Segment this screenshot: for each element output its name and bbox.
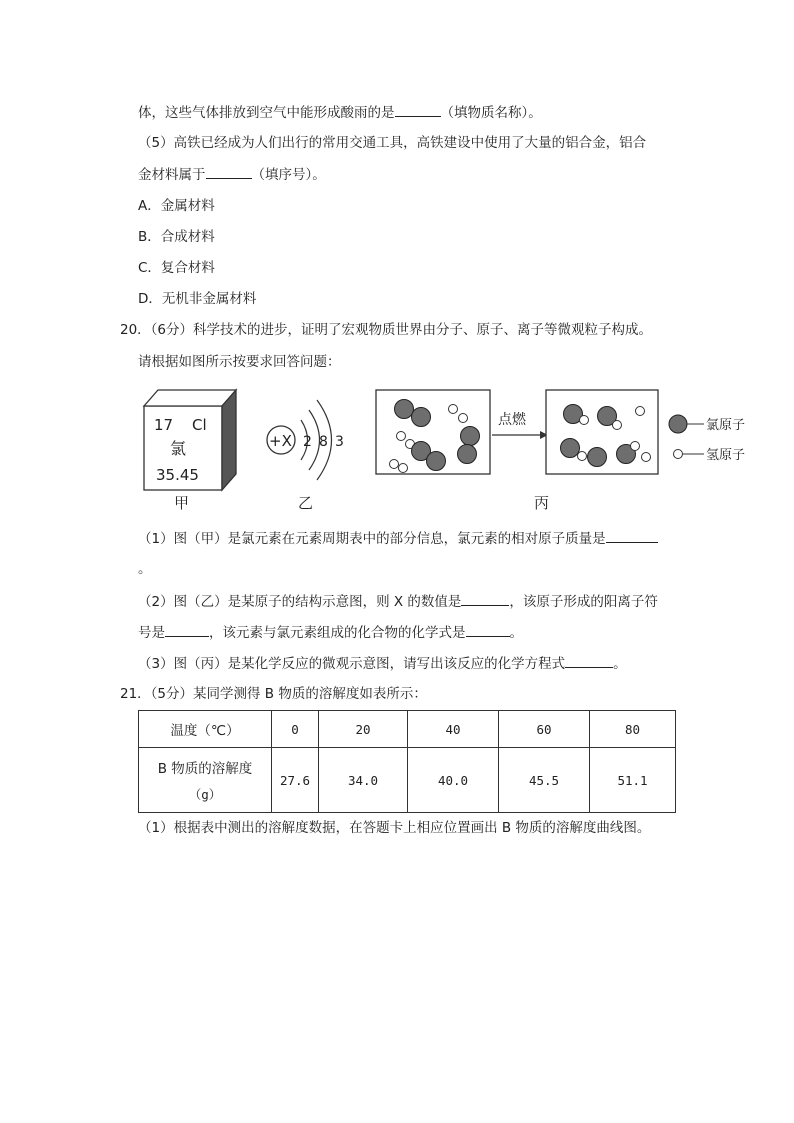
q20-sub1-end: 。 bbox=[138, 561, 152, 577]
q20-figure bbox=[136, 384, 794, 514]
table-temp-cell: 0 bbox=[272, 711, 319, 748]
table-temp-cell: 60 bbox=[499, 711, 590, 748]
hydrogen-atom bbox=[636, 407, 645, 416]
q20-sub2-line1-mid: ，该原子形成的阳离子符 bbox=[509, 594, 658, 610]
hydrogen-atom bbox=[613, 421, 622, 430]
reaction-arrow bbox=[492, 411, 548, 439]
option-a: A．金属材料 bbox=[138, 198, 215, 214]
table-row-label bbox=[139, 748, 272, 813]
products-box bbox=[546, 390, 658, 474]
chlorine-atom bbox=[561, 439, 580, 458]
table-value-cell: 51.1 bbox=[590, 748, 676, 813]
table-value-cell: 34.0 bbox=[319, 748, 408, 813]
answer-blank[interactable] bbox=[165, 622, 209, 637]
chlorine-atom bbox=[412, 408, 431, 427]
element-name: 氯 bbox=[170, 439, 187, 458]
legend-chlorine-label: 氯原子 bbox=[706, 418, 746, 433]
hydrogen-atom bbox=[642, 453, 651, 462]
q20-sub2-line1-text: （2）图（乙）是某原子的结构示意图，则 X 的数值是 bbox=[138, 594, 462, 610]
option-d: D．无机非金属材料 bbox=[138, 291, 257, 307]
legend bbox=[669, 415, 745, 463]
q21-sub1: （1）根据表中测出的溶解度数据，在答题卡上相应位置画出 B 物质的溶解度曲线图。 bbox=[138, 820, 651, 836]
table-value-cell: 40.0 bbox=[408, 748, 499, 813]
hydrogen-atom bbox=[397, 432, 406, 441]
element-number: 17 bbox=[154, 416, 174, 434]
hydrogen-atom bbox=[449, 405, 458, 414]
q19-sub5-line2 bbox=[138, 164, 326, 185]
table-header-label: 温度（℃） bbox=[139, 711, 272, 748]
q20-sub1 bbox=[138, 528, 658, 549]
q20-figure-svg bbox=[136, 384, 794, 514]
hydrogen-atom bbox=[459, 414, 468, 423]
element-symbol: Cl bbox=[192, 416, 207, 434]
q20-sub2-line1 bbox=[138, 591, 658, 612]
hydrogen-atom bbox=[580, 416, 589, 425]
table-temp-cell: 40 bbox=[408, 711, 499, 748]
element-card bbox=[144, 390, 236, 490]
shell-3-electrons: 3 bbox=[335, 434, 344, 450]
hydrogen-atom bbox=[631, 442, 640, 451]
q19-line1 bbox=[138, 102, 542, 123]
shell-2-electrons: 8 bbox=[319, 434, 328, 450]
table-temp-cell: 80 bbox=[590, 711, 676, 748]
figure-label-bing: 丙 bbox=[534, 494, 550, 512]
q20-sub3-text: （3）图（丙）是某化学反应的微观示意图，请写出该反应的化学方程式 bbox=[138, 656, 566, 672]
q21-stem: 21．（5分）某同学测得 B 物质的溶解度如表所示： bbox=[120, 686, 427, 702]
row-label-line2: （g） bbox=[188, 787, 222, 802]
option-b: B．合成材料 bbox=[138, 229, 215, 245]
table-header-row bbox=[139, 711, 676, 748]
shell-1-electrons: 2 bbox=[303, 434, 312, 450]
chlorine-atom bbox=[588, 448, 607, 467]
hydrogen-atom bbox=[578, 452, 587, 461]
answer-blank[interactable] bbox=[206, 164, 252, 179]
chlorine-atom bbox=[427, 452, 446, 471]
legend-hydrogen-icon bbox=[674, 450, 683, 459]
reaction-condition: 点燃 bbox=[498, 412, 526, 428]
solubility-table bbox=[138, 710, 676, 813]
nucleus-charge: +X bbox=[269, 432, 292, 450]
option-c: C．复合材料 bbox=[138, 260, 215, 276]
chlorine-atom bbox=[461, 427, 480, 446]
q19-line1-text: 体，这些气体排放到空气中能形成酸雨的是 bbox=[138, 105, 395, 121]
q19-sub5-line1: （5）高铁已经成为人们出行的常用交通工具，高铁建设中使用了大量的铝合金，铝合 bbox=[138, 135, 647, 151]
q19-line1-suffix: （填物质名称）。 bbox=[440, 105, 542, 121]
q20-sub2-line2 bbox=[138, 622, 523, 643]
answer-blank[interactable] bbox=[565, 653, 613, 668]
q20-sub3-end: 。 bbox=[613, 656, 627, 672]
table-value-cell: 27.6 bbox=[272, 748, 319, 813]
figure-label-yi: 乙 bbox=[298, 494, 314, 512]
q20-prompt: 请根据如图所示按要求回答问题： bbox=[138, 354, 341, 370]
reactants-box bbox=[376, 390, 490, 474]
hydrogen-atom bbox=[390, 460, 399, 469]
legend-chlorine-icon bbox=[669, 415, 687, 433]
q20-sub2-line2-end: 。 bbox=[509, 625, 523, 641]
q19-sub5-line2-suffix: （填序号）。 bbox=[251, 167, 326, 183]
q20-sub1-text: （1）图（甲）是氯元素在元素周期表中的部分信息，氯元素的相对原子质量是 bbox=[138, 531, 606, 547]
legend-hydrogen-label: 氢原子 bbox=[706, 448, 746, 463]
answer-blank[interactable] bbox=[395, 102, 441, 117]
q20-sub2-line2-b: ，该元素与氯元素组成的化合物的化学式是 bbox=[209, 625, 466, 641]
chlorine-atom bbox=[395, 400, 414, 419]
q20-sub3 bbox=[138, 653, 627, 674]
atom-structure bbox=[267, 400, 344, 480]
answer-blank[interactable] bbox=[606, 528, 658, 543]
table-temp-cell: 20 bbox=[319, 711, 408, 748]
chlorine-atom bbox=[458, 445, 477, 464]
q20-sub2-line2-a: 号是 bbox=[138, 625, 165, 641]
element-mass: 35.45 bbox=[156, 466, 199, 484]
figure-label-jia: 甲 bbox=[174, 494, 190, 512]
table-data-row bbox=[139, 748, 676, 813]
answer-blank[interactable] bbox=[461, 591, 509, 606]
q19-sub5-line2-text: 金材料属于 bbox=[138, 167, 206, 183]
table-value-cell: 45.5 bbox=[499, 748, 590, 813]
row-label-line1: B 物质的溶解度 bbox=[157, 761, 253, 777]
q20-stem: 20．（6分）科学技术的进步，证明了宏观物质世界由分子、原子、离子等微观粒子构成。 bbox=[120, 322, 653, 338]
answer-blank[interactable] bbox=[466, 622, 510, 637]
hydrogen-atom bbox=[399, 464, 408, 473]
